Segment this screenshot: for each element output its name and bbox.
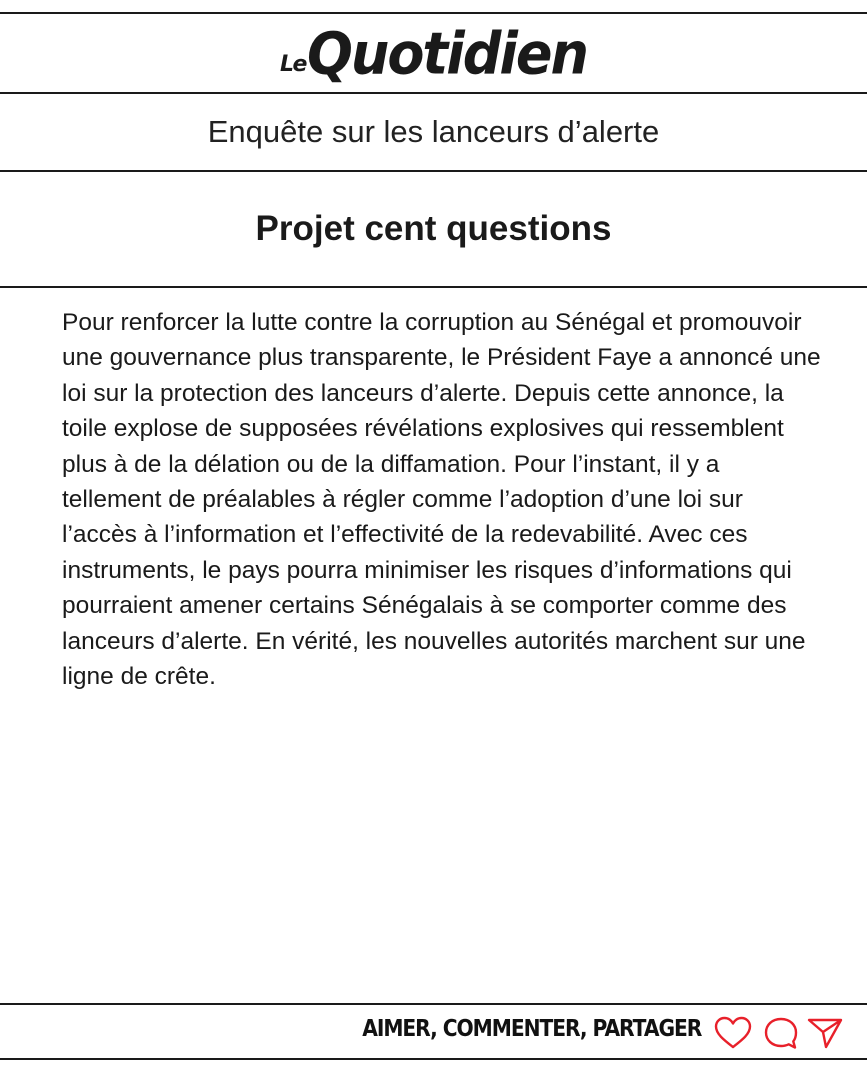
footer-cta: AIMER, COMMENTER, PARTAGER xyxy=(361,1016,701,1042)
section-title: Projet cent questions xyxy=(255,209,612,248)
logo-prefix: Le xyxy=(280,52,306,77)
page-subtitle: Enquête sur les lanceurs d’alerte xyxy=(207,114,660,149)
title-divider xyxy=(0,286,867,288)
footer-top-rule xyxy=(0,1003,867,1005)
heart-icon[interactable] xyxy=(714,1016,752,1050)
bottom-rule xyxy=(0,1058,867,1060)
logo xyxy=(280,19,587,88)
logo-name: Quotidien xyxy=(306,19,587,88)
footer xyxy=(0,1006,867,1058)
masthead xyxy=(0,16,867,92)
top-rule xyxy=(0,12,867,14)
send-icon[interactable] xyxy=(806,1016,844,1050)
comment-icon[interactable] xyxy=(763,1016,801,1050)
article-body: Pour renforcer la lutte contre la corruption au Sénégal et promouvoir une gouvernance plus transparente, le Président Faye a annoncé une loi sur la protection des lanceurs d’alerte. Depuis cette annonce, la toile explose de supposées révélations explosives qui ressemblent plus à de la délation ou de la diffamation. Pour l’instant, il y a tellement de préalables à régler comme l’adoption d’une loi sur l’accès à l’information et l’effectivité de la redevabilité. Avec ces instruments, le pays pourra minimiser les risques d’informations qui pourraient amener certains Sénégalais à se comporter comme des lanceurs d’alerte. En vérité, les nouvelles autorités marchent sur une ligne de crête. xyxy=(62,309,821,691)
